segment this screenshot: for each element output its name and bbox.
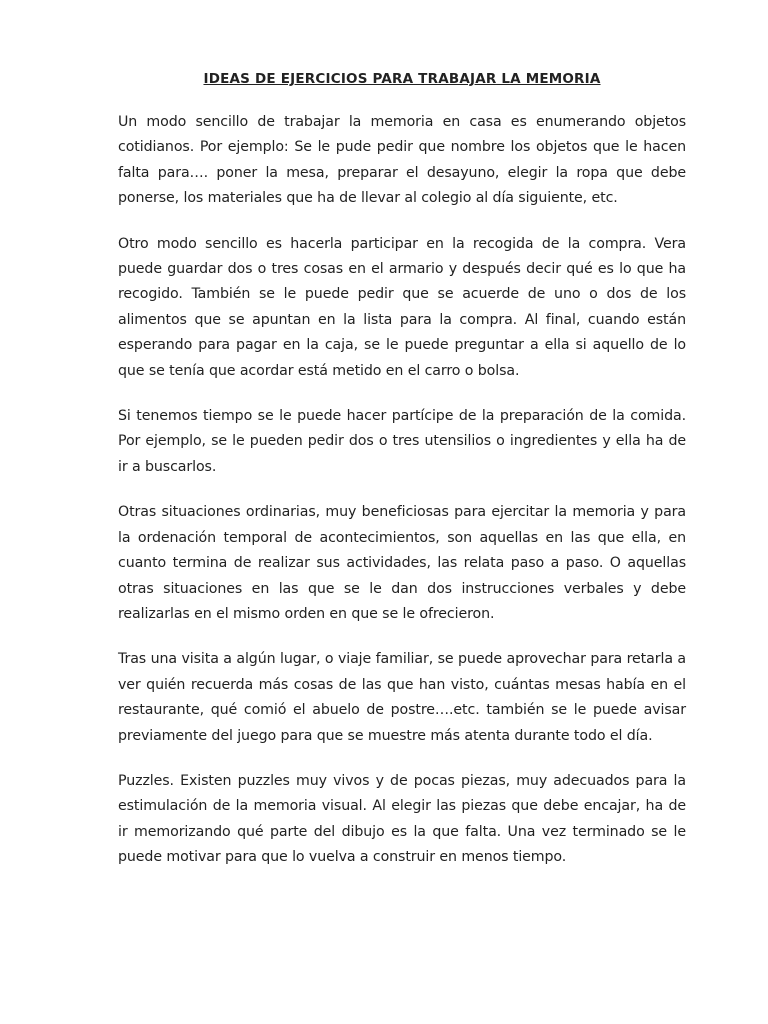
document-page: [118, 70, 686, 891]
paragraph-trip-recall: Tras una visita a algún lugar, o viaje familiar, se puede aprovechar para retarla a ver quién recuerda más cosas de las que han visto, cuántas mesas había en el restaurante, qué comió el abuelo de postre….etc. también se le puede avisar previamente del juego para que se muestre más atenta durante todo el día.: [118, 651, 686, 744]
document-title: IDEAS DE EJERCICIOS PARA TRABAJAR LA MEMORIA: [203, 71, 601, 87]
paragraph-puzzles: Puzzles. Existen puzzles muy vivos y de pocas piezas, muy adecuados para la estimulación de la memoria visual. Al elegir las piezas que debe encajar, ha de ir memorizando qué parte del dibujo es la que falta. Una vez terminado se le puede motivar para que lo vuelva a construir en menos tiempo.: [118, 772, 686, 866]
paragraph-ordinary-situations: Otras situaciones ordinarias, muy beneficiosas para ejercitar la memoria y para la ordenación temporal de acontecimientos, son aquellas en las que ella, en cuanto termina de realizar sus actividades, las relata paso a paso. O aquellas otras situaciones en las que se le dan dos instrucciones verbales y debe realizarlas en el mismo orden en que se le ofrecieron.: [118, 504, 686, 622]
paragraph-memory-objects: Un modo sencillo de trabajar la memoria en casa es enumerando objetos cotidianos. Por ejemplo: Se le pude pedir que nombre los objetos que le hacen falta para…. poner la mesa, preparar el desayuno, elegir la ropa que debe ponerse, los materiales que ha de llevar al colegio al día siguiente, etc.: [118, 114, 686, 207]
paragraph-shopping: Otro modo sencillo es hacerla participar en la recogida de la compra. Vera puede guardar dos o tres cosas en el armario y después decir qué es lo que ha recogido. También se le puede pedir que se acuerde de uno o dos de los alimentos que se apuntan en la lista para la compra. Al final, cuando están esperando para pagar en la caja, se le puede preguntar a ella si aquello de lo que se tenía que acordar está metido en el carro o bolsa.: [118, 235, 686, 379]
paragraph-cooking: Si tenemos tiempo se le puede hacer partícipe de la preparación de la comida. Por ejemplo, se le pueden pedir dos o tres utensilios o ingredientes y ella ha de ir a buscarlos.: [118, 408, 686, 475]
